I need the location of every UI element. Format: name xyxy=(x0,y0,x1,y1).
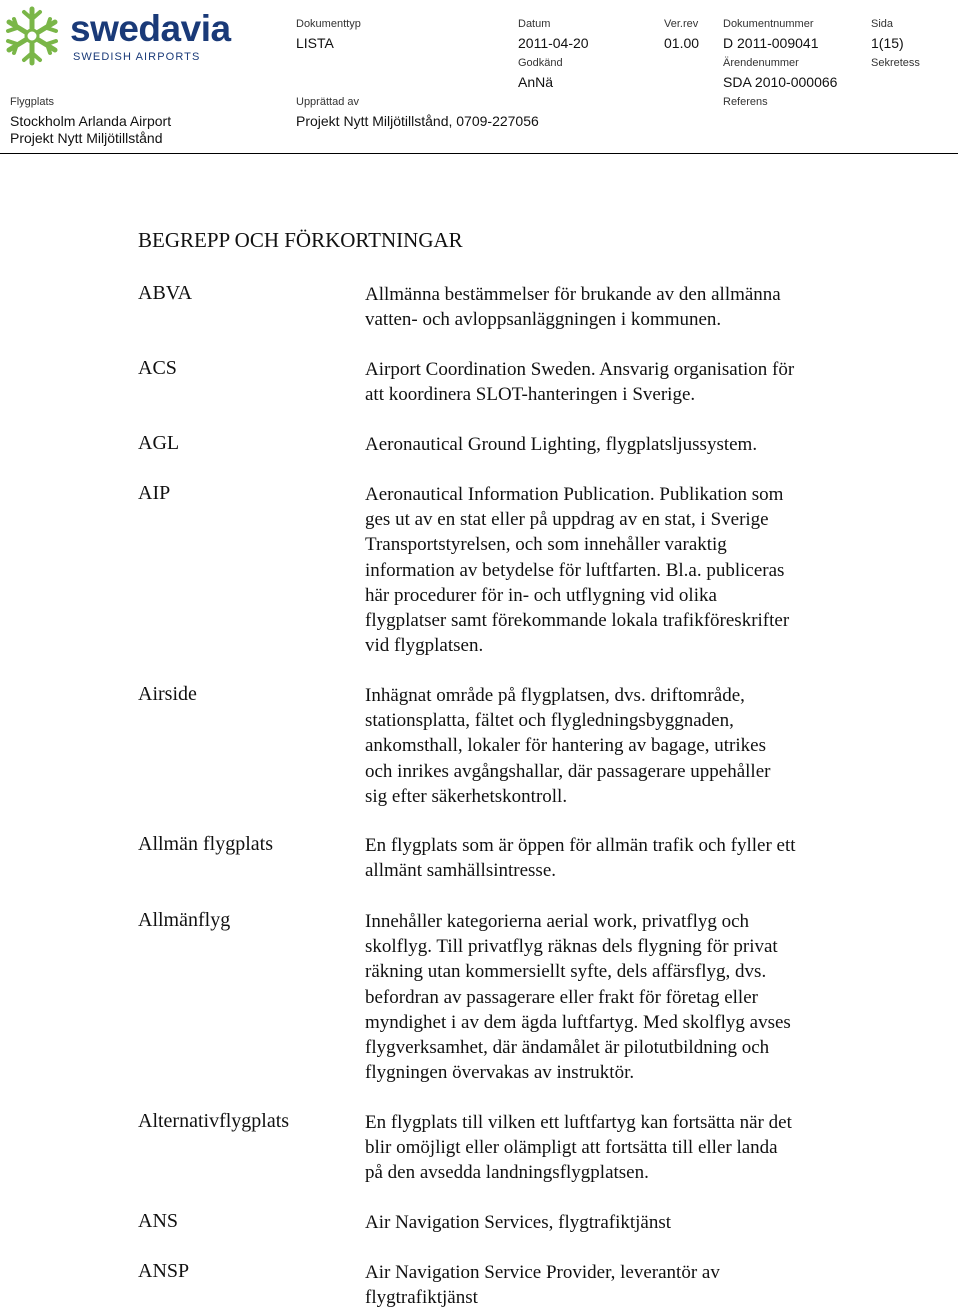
dokumenttyp-value: LISTA xyxy=(296,35,334,51)
snowflake-logo-icon xyxy=(2,4,62,68)
term-allman-flygplats: Allmän flygplats xyxy=(138,833,273,855)
term-aip: AIP xyxy=(138,482,171,504)
term-ans: ANS xyxy=(138,1210,179,1232)
dokumentnummer-label: Dokumentnummer xyxy=(723,18,814,30)
logo-wordmark: swedavia xyxy=(70,8,231,49)
verrev-value: 01.00 xyxy=(664,35,700,51)
definition-alternativflygplats: En flygplats till vilken ett luftfartyg kan fortsätta när det blir omöjligt eller olämpligt att fortsätta till eller landa på den avsedda landningsflygplatsen. xyxy=(365,1112,792,1184)
definition-acs: Airport Coordination Sweden. Ansvarig organisation för att koordinera SLOT-hanteringen i Sverige. xyxy=(365,359,795,406)
datum-value: 2011-04-20 xyxy=(518,35,589,51)
projekt-value: Projekt Nytt Miljötillstånd xyxy=(10,130,163,146)
term-airside: Airside xyxy=(138,683,197,705)
sekretess-label: Sekretess xyxy=(871,57,920,69)
definition-ansp: Air Navigation Service Provider, leverantör av flygtrafiktjänst xyxy=(365,1262,720,1309)
godkand-value: AnNä xyxy=(518,74,554,90)
page-title: BEGREPP OCH FÖRKORTNINGAR xyxy=(138,228,463,252)
flygplats-value: Stockholm Arlanda Airport xyxy=(10,113,172,129)
term-allmanflyg: Allmänflyg xyxy=(138,909,231,931)
godkand-label: Godkänd xyxy=(518,57,563,69)
header-divider xyxy=(0,153,958,154)
definition-allmanflyg: Innehåller kategorierna aerial work, privatflyg och skolflyg. Till privatflyg räknas dels flygning för privat räkning utan kommersiellt syfte, dels affärsflyg, dvs. befordran av passagerare eller frakt för företag eller myndighet i av dem ägda luftfartyg. Med skolflyg avses flygverksamhet, där ändamålet är pilotutbildning och flygningen övervakas av instruktör. xyxy=(365,911,791,1084)
definition-agl: Aeronautical Ground Lighting, flygplatsljussystem. xyxy=(365,434,758,455)
term-alternativflygplats: Alternativflygplats xyxy=(138,1110,290,1132)
definition-aip: Aeronautical Information Publication. Publikation som ges ut av en stat eller på uppdrag av en stat, i Sverige Transportstyrelsen, och som innehåller varaktig information av betydelse för luftfarten. Bl.a. publiceras här procedurer för in- och utflygning vid olika flygplatser samt förekommande lokala trafikföreskrifter vid flygplatsen. xyxy=(365,484,790,657)
term-acs: ACS xyxy=(138,357,177,379)
flygplats-label: Flygplats xyxy=(10,96,55,108)
datum-label: Datum xyxy=(518,18,551,30)
term-ansp: ANSP xyxy=(138,1260,190,1282)
definition-ans: Air Navigation Services, flygtrafiktjänst xyxy=(365,1212,672,1233)
definition-abva: Allmänna bestämmelser för brukande av den allmänna vatten- och avloppsanläggningen i kommunen. xyxy=(365,284,781,331)
logo-subtitle: SWEDISH AIRPORTS xyxy=(73,51,201,63)
sida-label: Sida xyxy=(871,18,894,30)
arendenummer-label: Ärendenummer xyxy=(723,57,799,69)
definition-allman-flygplats: En flygplats som är öppen för allmän trafik och fyller ett allmänt samhällsintresse. xyxy=(365,835,796,882)
sida-value: 1(15) xyxy=(871,35,904,51)
term-abva: ABVA xyxy=(138,282,193,304)
verrev-label: Ver.rev xyxy=(664,18,699,30)
arendenummer-value: SDA 2010-000066 xyxy=(723,74,838,90)
term-agl: AGL xyxy=(138,432,180,454)
upprattad-label: Upprättad av xyxy=(296,96,359,108)
referens-label: Referens xyxy=(723,96,768,108)
dokumenttyp-label: Dokumenttyp xyxy=(296,18,361,30)
upprattad-value: Projekt Nytt Miljötillstånd, 0709-227056 xyxy=(296,113,539,129)
definition-airside: Inhägnat område på flygplatsen, dvs. driftområde, stationsplatta, fältet och flygledningsbyggnaden, ankomsthall, lokaler för hantering av bagage, utrikes och inrikes avgångshallar, där passagerare uppehåller sig efter säkerhetskontroll. xyxy=(365,685,771,807)
dokumentnummer-value: D 2011-009041 xyxy=(723,35,819,51)
